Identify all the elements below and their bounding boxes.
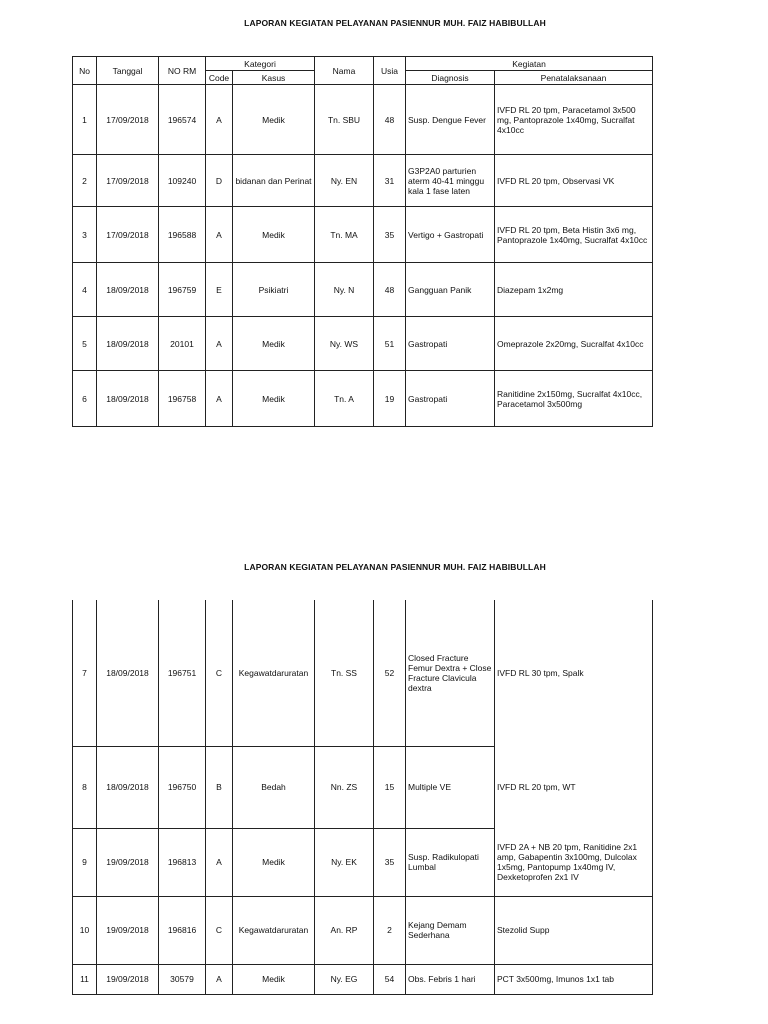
cell-kasus: Medik <box>233 85 315 155</box>
table-row <box>73 746 653 828</box>
cell-nama: Ny. EK <box>315 828 374 896</box>
cell-diagnosis: Gastropati <box>406 371 495 427</box>
cell-no-rm: 196588 <box>159 207 206 263</box>
cell-kasus: Medik <box>233 964 315 994</box>
cell-penatalaksanaan: IVFD RL 30 tpm, Spalk <box>495 600 653 746</box>
header-no: No <box>73 57 97 85</box>
cell-nama: Tn. A <box>315 371 374 427</box>
cell-no: 2 <box>73 155 97 207</box>
report-title: LAPORAN KEGIATAN PELAYANAN PASIENNUR MUH. FAIZ HABIBULLAH <box>244 18 546 28</box>
cell-nama: Nn. ZS <box>315 746 374 828</box>
cell-no-rm: 196759 <box>159 263 206 317</box>
header-penatalaksanaan: Penatalaksanaan <box>495 71 653 85</box>
cell-no-rm: 196758 <box>159 371 206 427</box>
cell-no: 3 <box>73 207 97 263</box>
cell-no: 9 <box>73 828 97 896</box>
report-title: LAPORAN KEGIATAN PELAYANAN PASIENNUR MUH. FAIZ HABIBULLAH <box>244 562 546 572</box>
cell-penatalaksanaan: PCT 3x500mg, Imunos 1x1 tab <box>495 964 653 994</box>
table-row <box>73 371 653 427</box>
cell-penatalaksanaan: IVFD RL 20 tpm, Beta Histin 3x6 mg, Pantoprazole 1x40mg, Sucralfat 4x10cc <box>495 207 653 263</box>
cell-kasus: Medik <box>233 317 315 371</box>
cell-nama: Tn. SBU <box>315 85 374 155</box>
cell-penatalaksanaan: IVFD RL 20 tpm, Paracetamol 3x500 mg, Pantoprazole 1x40mg, Sucralfat 4x10cc <box>495 85 653 155</box>
cell-no: 5 <box>73 317 97 371</box>
cell-diagnosis: Closed Fracture Femur Dextra + Close Fracture Clavicula dextra <box>406 600 495 746</box>
table-row <box>73 263 653 317</box>
cell-no-rm: 109240 <box>159 155 206 207</box>
cell-tanggal: 17/09/2018 <box>97 155 159 207</box>
cell-tanggal: 18/09/2018 <box>97 263 159 317</box>
cell-code: E <box>206 263 233 317</box>
cell-no: 1 <box>73 85 97 155</box>
table-row <box>73 600 653 746</box>
cell-tanggal: 17/09/2018 <box>97 85 159 155</box>
table-row <box>73 317 653 371</box>
cell-no: 4 <box>73 263 97 317</box>
cell-no: 11 <box>73 964 97 994</box>
report-table-page-1 <box>72 56 653 427</box>
cell-diagnosis: Kejang Demam Sederhana <box>406 896 495 964</box>
cell-code: A <box>206 371 233 427</box>
cell-no-rm: 196813 <box>159 828 206 896</box>
cell-kasus: Kegawatdaruratan <box>233 896 315 964</box>
cell-diagnosis: Multiple VE <box>406 746 495 828</box>
header-nama: Nama <box>315 57 374 85</box>
cell-penatalaksanaan: IVFD 2A + NB 20 tpm, Ranitidine 2x1 amp, Gabapentin 3x100mg, Dulcolax 1x5mg, Pantopump 1x40mg IV, Dexketoprofen 2x1 IV <box>495 828 653 896</box>
header-code: Code <box>206 71 233 85</box>
cell-tanggal: 19/09/2018 <box>97 828 159 896</box>
header-no-rm: NO RM <box>159 57 206 85</box>
cell-usia: 48 <box>374 85 406 155</box>
cell-code: C <box>206 600 233 746</box>
cell-nama: Tn. MA <box>315 207 374 263</box>
header-tanggal: Tanggal <box>97 57 159 85</box>
table-row <box>73 828 653 896</box>
cell-tanggal: 18/09/2018 <box>97 317 159 371</box>
cell-kasus: bidanan dan Perinat <box>233 155 315 207</box>
cell-usia: 19 <box>374 371 406 427</box>
cell-no: 8 <box>73 746 97 828</box>
cell-usia: 52 <box>374 600 406 746</box>
cell-kasus: Medik <box>233 207 315 263</box>
cell-code: A <box>206 207 233 263</box>
cell-no-rm: 196750 <box>159 746 206 828</box>
cell-penatalaksanaan: IVFD RL 20 tpm, WT <box>495 746 653 828</box>
cell-usia: 15 <box>374 746 406 828</box>
cell-penatalaksanaan: Ranitidine 2x150mg, Sucralfat 4x10cc, Paracetamol 3x500mg <box>495 371 653 427</box>
cell-tanggal: 17/09/2018 <box>97 207 159 263</box>
cell-usia: 48 <box>374 263 406 317</box>
cell-nama: Ny. EG <box>315 964 374 994</box>
cell-tanggal: 18/09/2018 <box>97 600 159 746</box>
cell-no: 10 <box>73 896 97 964</box>
cell-usia: 54 <box>374 964 406 994</box>
cell-kasus: Kegawatdaruratan <box>233 600 315 746</box>
cell-diagnosis: Vertigo + Gastropati <box>406 207 495 263</box>
cell-usia: 2 <box>374 896 406 964</box>
cell-code: D <box>206 155 233 207</box>
header-kegiatan: Kegiatan <box>406 57 653 71</box>
cell-kasus: Medik <box>233 371 315 427</box>
cell-nama: Ny. WS <box>315 317 374 371</box>
header-kategori: Kategori <box>206 57 315 71</box>
cell-penatalaksanaan: Stezolid Supp <box>495 896 653 964</box>
cell-diagnosis: G3P2A0 parturien aterm 40-41 minggu kala 1 fase laten <box>406 155 495 207</box>
cell-tanggal: 18/09/2018 <box>97 371 159 427</box>
cell-usia: 35 <box>374 828 406 896</box>
cell-no-rm: 196574 <box>159 85 206 155</box>
cell-no-rm: 20101 <box>159 317 206 371</box>
cell-nama: Tn. SS <box>315 600 374 746</box>
header-diagnosis: Diagnosis <box>406 71 495 85</box>
header-usia: Usia <box>374 57 406 85</box>
cell-diagnosis: Susp. Dengue Fever <box>406 85 495 155</box>
table-row <box>73 207 653 263</box>
cell-tanggal: 19/09/2018 <box>97 896 159 964</box>
cell-penatalaksanaan: Diazepam 1x2mg <box>495 263 653 317</box>
cell-code: A <box>206 317 233 371</box>
cell-nama: Ny. N <box>315 263 374 317</box>
cell-nama: Ny. EN <box>315 155 374 207</box>
table-row <box>73 85 653 155</box>
cell-penatalaksanaan: Omeprazole 2x20mg, Sucralfat 4x10cc <box>495 317 653 371</box>
cell-usia: 31 <box>374 155 406 207</box>
cell-tanggal: 18/09/2018 <box>97 746 159 828</box>
cell-code: C <box>206 896 233 964</box>
cell-tanggal: 19/09/2018 <box>97 964 159 994</box>
table-row <box>73 155 653 207</box>
cell-usia: 51 <box>374 317 406 371</box>
cell-diagnosis: Obs. Febris 1 hari <box>406 964 495 994</box>
cell-no-rm: 196751 <box>159 600 206 746</box>
cell-diagnosis: Gastropati <box>406 317 495 371</box>
cell-code: A <box>206 964 233 994</box>
cell-kasus: Medik <box>233 828 315 896</box>
cell-kasus: Psikiatri <box>233 263 315 317</box>
cell-nama: An. RP <box>315 896 374 964</box>
cell-diagnosis: Gangguan Panik <box>406 263 495 317</box>
header-kasus: Kasus <box>233 71 315 85</box>
cell-no-rm: 30579 <box>159 964 206 994</box>
cell-code: A <box>206 85 233 155</box>
table-row <box>73 896 653 964</box>
cell-no: 6 <box>73 371 97 427</box>
cell-penatalaksanaan: IVFD RL 20 tpm, Observasi VK <box>495 155 653 207</box>
cell-no: 7 <box>73 600 97 746</box>
cell-kasus: Bedah <box>233 746 315 828</box>
cell-code: A <box>206 828 233 896</box>
cell-no-rm: 196816 <box>159 896 206 964</box>
report-table-page-2 <box>72 600 653 995</box>
cell-code: B <box>206 746 233 828</box>
cell-diagnosis: Susp. Radikulopati Lumbal <box>406 828 495 896</box>
cell-usia: 35 <box>374 207 406 263</box>
table-row <box>73 964 653 994</box>
